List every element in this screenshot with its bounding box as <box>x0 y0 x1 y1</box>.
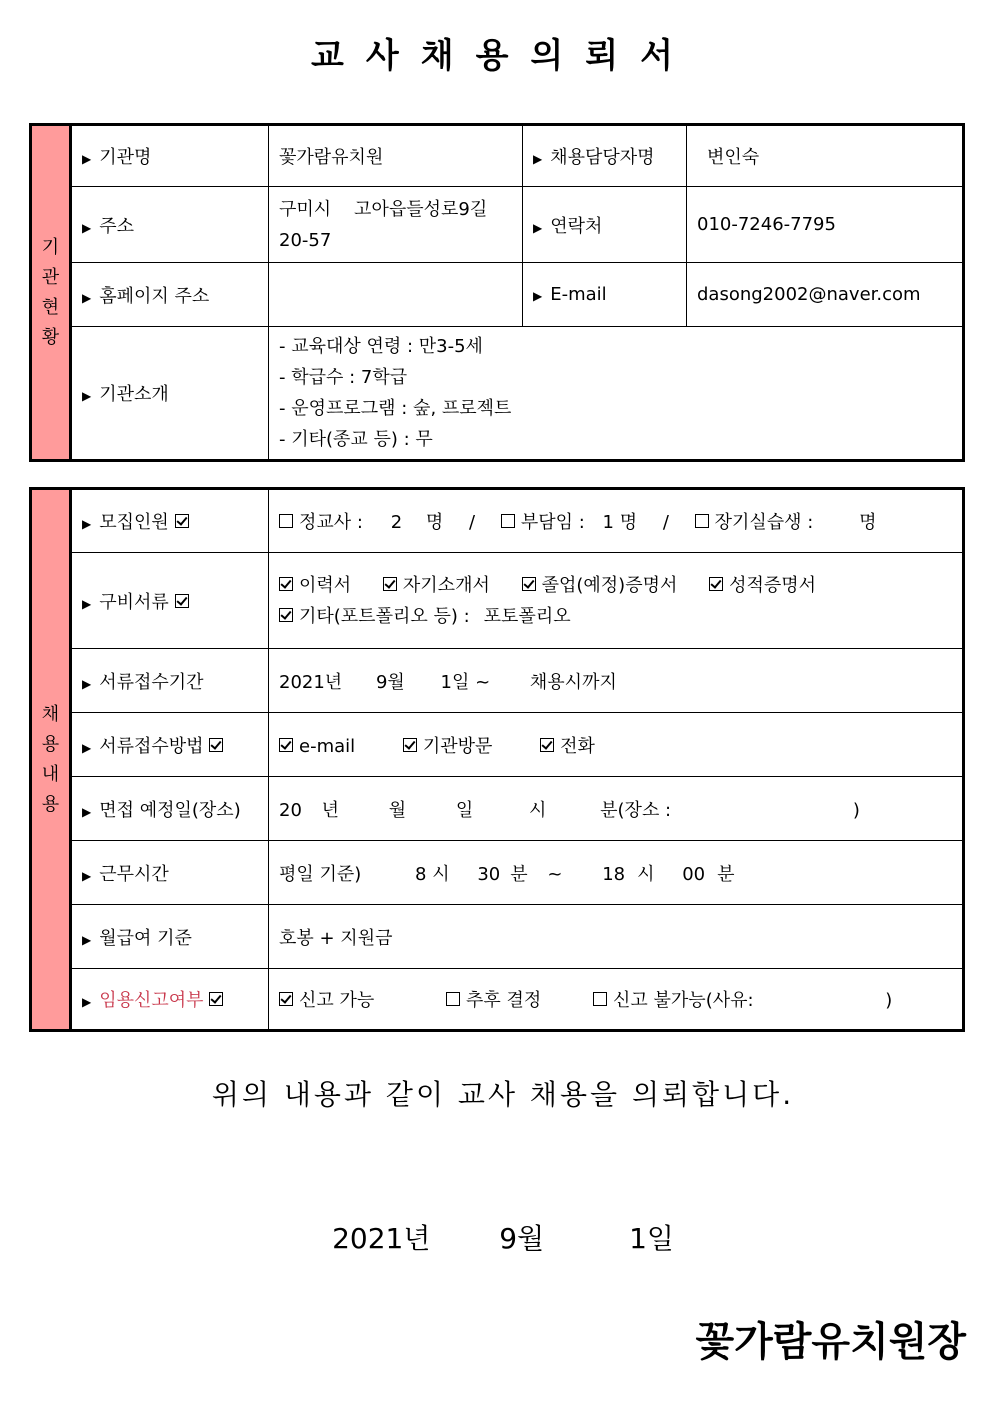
address-label: ▶ 주소 <box>71 187 269 263</box>
address-value: 구미시 고아읍들성로9길 20-57 <box>269 187 523 263</box>
document-title: 교사채용의뢰서 <box>311 36 695 76</box>
org-name-value: 꽃가람유치원 <box>269 125 523 187</box>
report-label: ▶ 임용신고여부 <box>71 969 269 1031</box>
document-date: 2021년 9월 1일 <box>332 1222 674 1255</box>
checkbox-icon <box>209 992 223 1006</box>
salary-label: ▶ 월급여 기준 <box>71 905 269 969</box>
report-impossible-checkbox[interactable] <box>593 992 607 1006</box>
intro-label: ▶ 기관소개 <box>71 327 269 461</box>
org-status-side-label: 기 관 현 황 <box>31 125 71 461</box>
diploma-checkbox[interactable] <box>522 577 536 591</box>
method-label: ▶ 서류접수방법 <box>71 713 269 777</box>
homepage-label: ▶ 홈페이지 주소 <box>71 263 269 327</box>
visit-method-checkbox[interactable] <box>403 738 417 752</box>
checkbox-icon <box>209 738 223 752</box>
cover-letter-checkbox[interactable] <box>383 577 397 591</box>
org-name-label: ▶ 기관명 <box>71 125 269 187</box>
checkbox-icon <box>175 514 189 528</box>
report-value: 신고 가능 추후 결정 신고 불가능(사유: ) <box>269 969 964 1031</box>
email-value: dasong2002@naver.com <box>687 263 964 327</box>
intern-checkbox[interactable] <box>695 514 709 528</box>
period-label: ▶ 서류접수기간 <box>71 649 269 713</box>
teacher-checkbox[interactable] <box>279 514 293 528</box>
recruit-side-label: 채 용 내 용 <box>31 489 71 1031</box>
resume-checkbox[interactable] <box>279 577 293 591</box>
interview-label: ▶ 면접 예정일(장소) <box>71 777 269 841</box>
docs-label: ▶ 구비서류 <box>71 553 269 649</box>
contact-value: 010-7246-7795 <box>687 187 964 263</box>
report-possible-checkbox[interactable] <box>279 992 293 1006</box>
transcript-checkbox[interactable] <box>709 577 723 591</box>
manager-label: ▶ 채용담당자명 <box>523 125 687 187</box>
phone-method-checkbox[interactable] <box>540 738 554 752</box>
recruit-value: 정교사 : 2 명 / 부담임 : 1 명 / 장기실습생 : 명 <box>269 489 964 553</box>
method-value: e-mail 기관방문 전화 <box>269 713 964 777</box>
email-method-checkbox[interactable] <box>279 738 293 752</box>
signature: 꽃가람유치원장 <box>695 1319 966 1365</box>
interview-value: 20 년 월 일 시 분(장소 : ) <box>269 777 964 841</box>
contact-label: ▶ 연락처 <box>523 187 687 263</box>
assistant-checkbox[interactable] <box>501 514 515 528</box>
recruit-label: ▶ 모집인원 <box>71 489 269 553</box>
salary-value: 호봉 + 지원금 <box>269 905 964 969</box>
checkbox-icon <box>175 594 189 608</box>
homepage-value <box>269 263 523 327</box>
docs-value: 이력서 자기소개서 졸업(예정)증명서 성적증명서 기타(포트폴리오 등) : 포토폴리오 <box>269 553 964 649</box>
other-docs-checkbox[interactable] <box>279 608 293 622</box>
period-value: 2021년 9월 1일 ~ 채용시까지 <box>269 649 964 713</box>
hours-label: ▶ 근무시간 <box>71 841 269 905</box>
report-later-checkbox[interactable] <box>446 992 460 1006</box>
recruit-details-table <box>29 487 965 1032</box>
email-label: ▶ E-mail <box>523 263 687 327</box>
hours-value: 평일 기준) 8 시 30 분 ~ 18 시 00 분 <box>269 841 964 905</box>
closing-statement: 위의 내용과 같이 교사 채용을 의뢰합니다. <box>211 1078 795 1111</box>
manager-value: 변인숙 <box>687 125 964 187</box>
intro-value: - 교육대상 연령 : 만3-5세 - 학급수 : 7학급 - 운영프로그램 : 숲, 프로젝트 - 기타(종교 등) : 무 <box>269 327 964 461</box>
org-status-table <box>29 123 965 462</box>
